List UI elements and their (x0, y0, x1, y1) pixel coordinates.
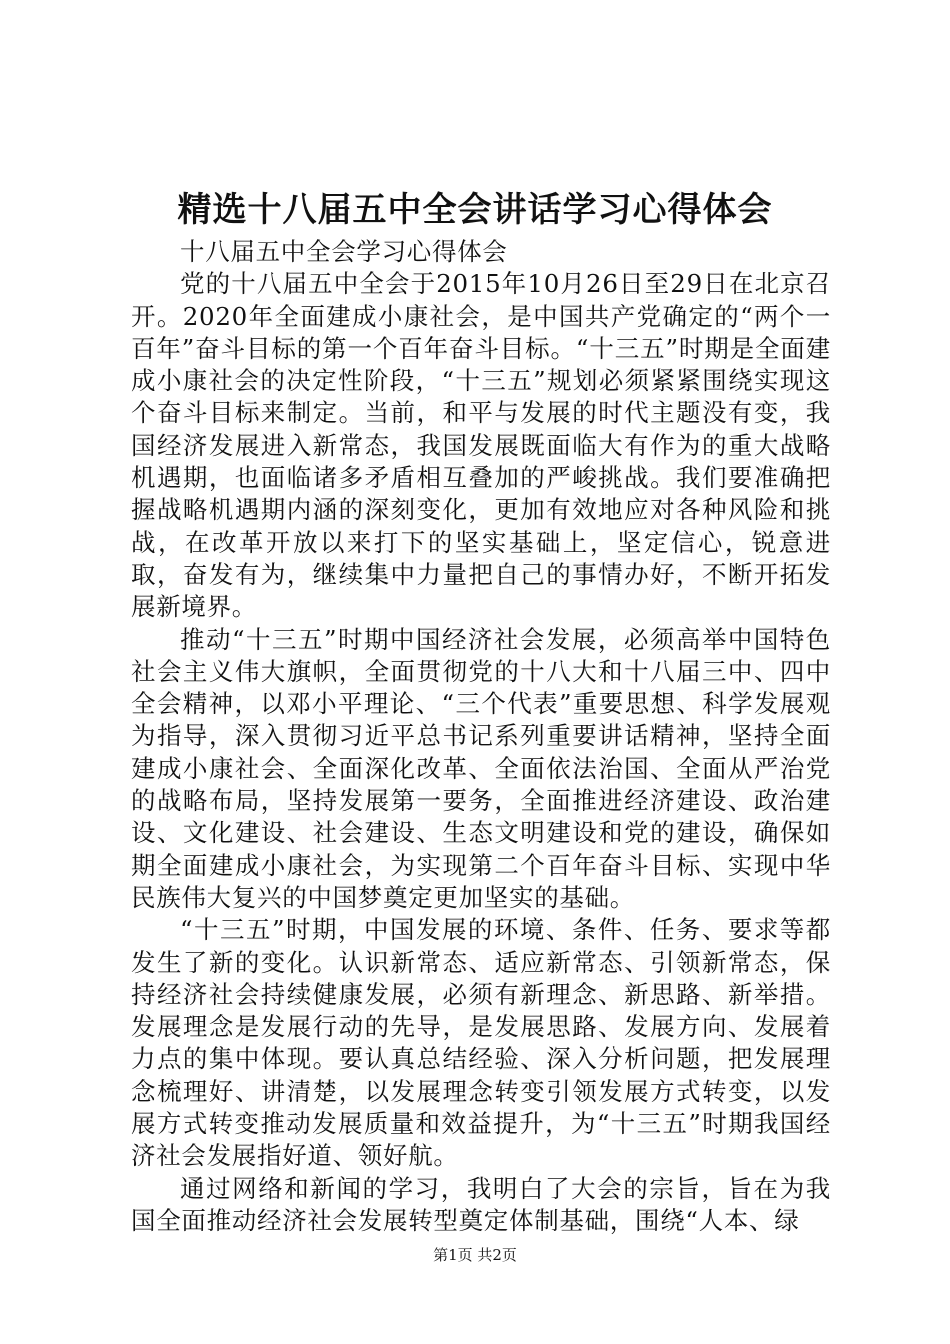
paragraph: 通过网络和新闻的学习，我明白了大会的宗旨，旨在为我国全面推动经济社会发展转型奠定体制基础，围绕“人本、绿 (131, 1173, 831, 1235)
page-footer: 第1页 共2页 (433, 1246, 517, 1264)
document-body (131, 236, 831, 1237)
paragraph: 党的十八届五中全会于2015年10月26日至29日在北京召开。2020年全面建成小康社会，是中国共产党确定的“两个一百年”奋斗目标的第一个百年奋斗目标。“十三五”时期是全面建成小康社会的决定性阶段，“十三五”规划必须紧紧围绕实现这个奋斗目标来制定。当前，和平与发展的时代主题没有变，我国经济发展进入新常态，我国发展既面临大有作为的重大战略机遇期，也面临诸多矛盾相互叠加的严峻挑战。我们要准确把握战略机遇期内涵的深刻变化，更加有效地应对各种风险和挑战，在改革开放以来打下的坚实基础上，坚定信心，锐意进取，奋发有为，继续集中力量把自己的事情办好，不断开拓发展新境界。 (131, 269, 831, 622)
paragraph-subtitle: 十八届五中全会学习心得体会 (180, 237, 508, 266)
document-title: 精选十八届五中全会讲话学习心得体会 (177, 190, 773, 230)
paragraph: 推动“十三五”时期中国经济社会发展，必须高举中国特色社会主义伟大旗帜，全面贯彻党的十八大和十八届三中、四中全会精神，以邓小平理论、“三个代表”重要思想、科学发展观为指导，深入贯彻习近平总书记系列重要讲话精神，坚持全面建成小康社会、全面深化改革、全面依法治国、全面从严治党的战略布局，坚持发展第一要务，全面推进经济建设、政治建设、文化建设、社会建设、生态文明建设和党的建设，确保如期全面建成小康社会，为实现第二个百年奋斗目标、实现中华民族伟大复兴的中国梦奠定更加坚实的基础。 (131, 624, 831, 912)
paragraph: “十三五”时期，中国发展的环境、条件、任务、要求等都发生了新的变化。认识新常态、适应新常态、引领新常态，保持经济社会持续健康发展，必须有新理念、新思路、新举措。发展理念是发展行动的先导，是发展思路、发展方向、发展着力点的集中体现。要认真总结经验、深入分析问题，把发展理念梳理好、讲清楚，以发展理念转变引领发展方式转变，以发展方式转变推动发展质量和效益提升，为“十三五”时期我国经济社会发展指好道、领好航。 (131, 915, 831, 1171)
